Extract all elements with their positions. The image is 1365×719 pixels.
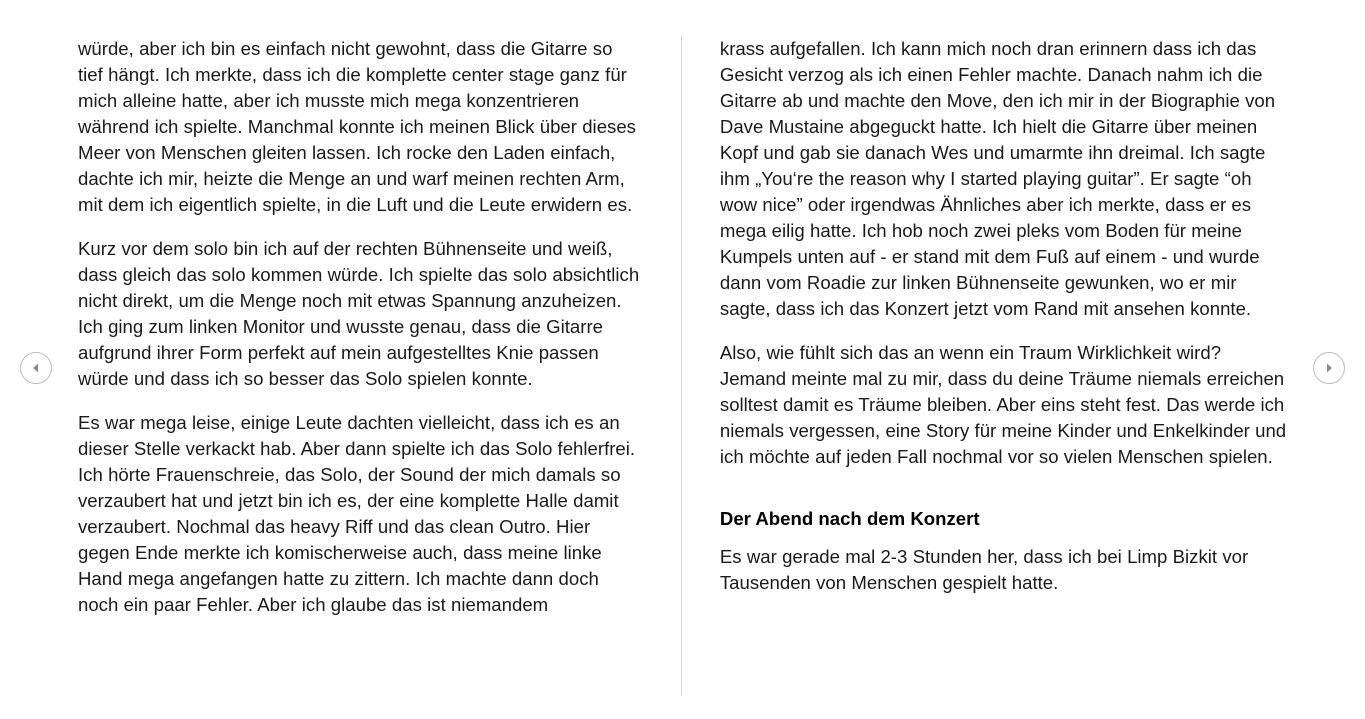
paragraph: Also, wie fühlt sich das an wenn ein Traum Wirklichkeit wird? Jemand meinte mal zu mir, dass du deine Träume niemals erreichen solltest damit es Träume bleiben. Aber eins steht fest. Das werde ich niemals vergessen, eine Story für meine Kinder und Enkelkinder und ich möchte auf jeden Fall nochmal vor so vielen Menschen spielen. — [719, 342, 1287, 467]
column-divider — [642, 36, 720, 696]
left-text-column — [78, 36, 642, 696]
section-heading: Der Abend nach dem Konzert — [719, 508, 980, 529]
paragraph: würde, aber ich bin es einfach nicht gewohnt, dass die Gitarre so tief hängt. Ich merkte, dass ich die komplette center stage ganz für mich alleine hatte, aber ich musste mich mega konzentrieren während ich spielte. Manchmal konnte ich meinen Blick über dieses Meer von Menschen gleiten lassen. Ich rocke den Laden einfach, dachte ich mir, heizte die Menge an und warf meinen rechten Arm, mit dem ich eigentlich spielte, in die Luft und die Leute erwidern es. — [78, 38, 636, 215]
chevron-right-icon — [1323, 362, 1335, 374]
chevron-left-icon — [30, 362, 42, 374]
paragraph: Es war gerade mal 2-3 Stunden her, dass ich bei Limp Bizkit vor Tausenden von Menschen gespielt hatte. — [719, 546, 1249, 593]
paragraph: Kurz vor dem solo bin ich auf der rechten Bühnenseite und weiß, dass gleich das solo kommen würde. Ich spielte das solo absichtlich nicht direkt, um die Menge noch mit etwas Spannung anzuheizen. Ich ging zum linken Monitor und wusste genau, dass die Gitarre aufgrund ihrer Form perfekt auf mein aufgestelltes Knie passen würde und dass ich so besser das Solo spielen konnte. — [78, 238, 640, 389]
next-page-button[interactable] — [1313, 352, 1345, 384]
paragraph: Es war mega leise, einige Leute dachten vielleicht, dass ich es an dieser Stelle verkackt hab. Aber dann spielte ich das Solo fehlerfrei. Ich hörte Frauenschreie, das Solo, der Sound der mich damals so verzaubert hat und jetzt bin ich es, der eine komplette Halle damit verzaubert. Nochmal das heavy Riff und das clean Outro. Hier gegen Ende merkte ich komischerweise auch, dass meine linke Hand mega angefangen hatte zu zittern. Ich machte dann doch noch ein paar Fehler. Aber ich glaube das ist niemandem — [78, 412, 636, 615]
right-text-column — [720, 36, 1288, 696]
text-columns — [78, 36, 1288, 696]
paragraph: krass aufgefallen. Ich kann mich noch dran erinnern dass ich das Gesicht verzog als ich einen Fehler machte. Danach nahm ich die Gitarre ab und machte den Move, den ich mir in der Biographie von Dave Mustaine abgeguckt hatte. Ich hielt die Gitarre über meinen Kopf und gab sie danach Wes und umarmte ihn dreimal. Ich sagte ihm „You‘re the reason why I started playing guitar”. Er sagte “oh wow nice” oder irgendwas Ähnliches aber ich merkte, dass er es mega eilig hatte. Ich hob noch zwei pleks vom Boden für meine Kumpels unten auf - er stand mit dem Fuß auf einem - und wurde dann vom Roadie zur linken Bühnenseite gewunken, wo er mir sagte, dass ich das Konzert jetzt vom Rand mit ansehen konnte. — [719, 38, 1276, 319]
previous-page-button[interactable] — [20, 352, 52, 384]
